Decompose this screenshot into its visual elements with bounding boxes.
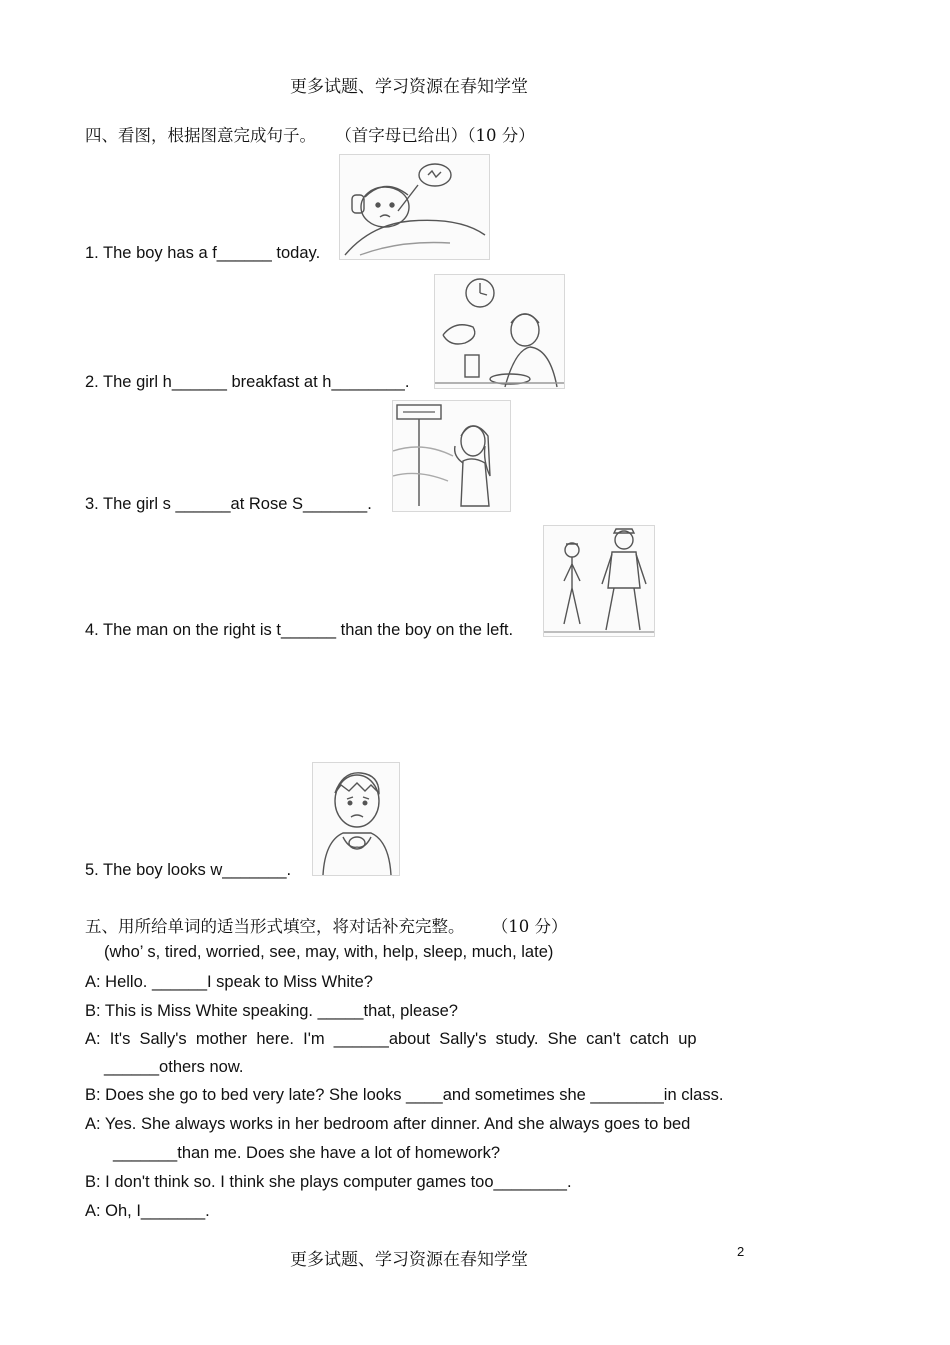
page-header: 更多试题、学习资源在春知学堂 xyxy=(290,77,528,97)
question-5: 5. The boy looks w_______. xyxy=(85,861,292,879)
sick-boy-in-bed-picture xyxy=(339,154,490,260)
dialogue-line-7: A: Oh, I_______. xyxy=(85,1202,210,1220)
dialogue-line-4: B: Does she go to bed very late? She looks ____and sometimes she ________in class. xyxy=(85,1086,724,1104)
section-4-title xyxy=(85,122,535,146)
word-list-tail: late) xyxy=(521,943,554,961)
dialogue-line-3-cont: ______others now. xyxy=(104,1058,244,1076)
page-footer: 更多试题、学习资源在春知学堂 xyxy=(290,1250,528,1270)
section-4-heading: 四、看图，根据图意完成句子。 xyxy=(85,126,316,145)
question-4: 4. The man on the right is t______ than the boy on the left. xyxy=(85,621,514,639)
question-3: 3. The girl s ______at Rose S_______. xyxy=(85,495,372,513)
question-2: 2. The girl h______ breakfast at h________. xyxy=(85,373,410,391)
dialogue-line-2: B: This is Miss White speaking. _____that, please? xyxy=(85,1002,458,1020)
section-4-note: （首字母已给出）（10 分） xyxy=(335,126,535,145)
dialogue-line-3: A: It's Sally's mother here. I'm ______about Sally's study. She can't catch up xyxy=(85,1030,697,1048)
dialogue-line-5: A: Yes. She always works in her bedroom after dinner. And she always goes to bed xyxy=(85,1115,691,1133)
section-5-title xyxy=(85,913,568,937)
word-list-main: (who’ s, tired, worried, see, may, with, help, sleep, much, xyxy=(104,943,517,961)
man-and-boy-height-picture xyxy=(543,525,655,637)
question-1: 1. The boy has a f______ today. xyxy=(85,244,321,262)
page-number: 2 xyxy=(737,1244,745,1259)
dialogue-line-1: A: Hello. ______I speak to Miss White? xyxy=(85,973,373,991)
dialogue-line-5-cont: _______than me. Does she have a lot of homework? xyxy=(113,1144,501,1162)
girl-at-street-sign-picture xyxy=(392,400,511,512)
section-5-note: （10 分） xyxy=(491,917,568,936)
worried-boy-picture xyxy=(312,762,400,876)
dialogue-line-6: B: I don't think so. I think she plays computer games too________. xyxy=(85,1173,572,1191)
section-5-heading: 五、用所给单词的适当形式填空，将对话补充完整。 xyxy=(85,917,465,936)
word-list xyxy=(104,943,553,962)
girl-breakfast-clock-picture xyxy=(434,274,565,389)
